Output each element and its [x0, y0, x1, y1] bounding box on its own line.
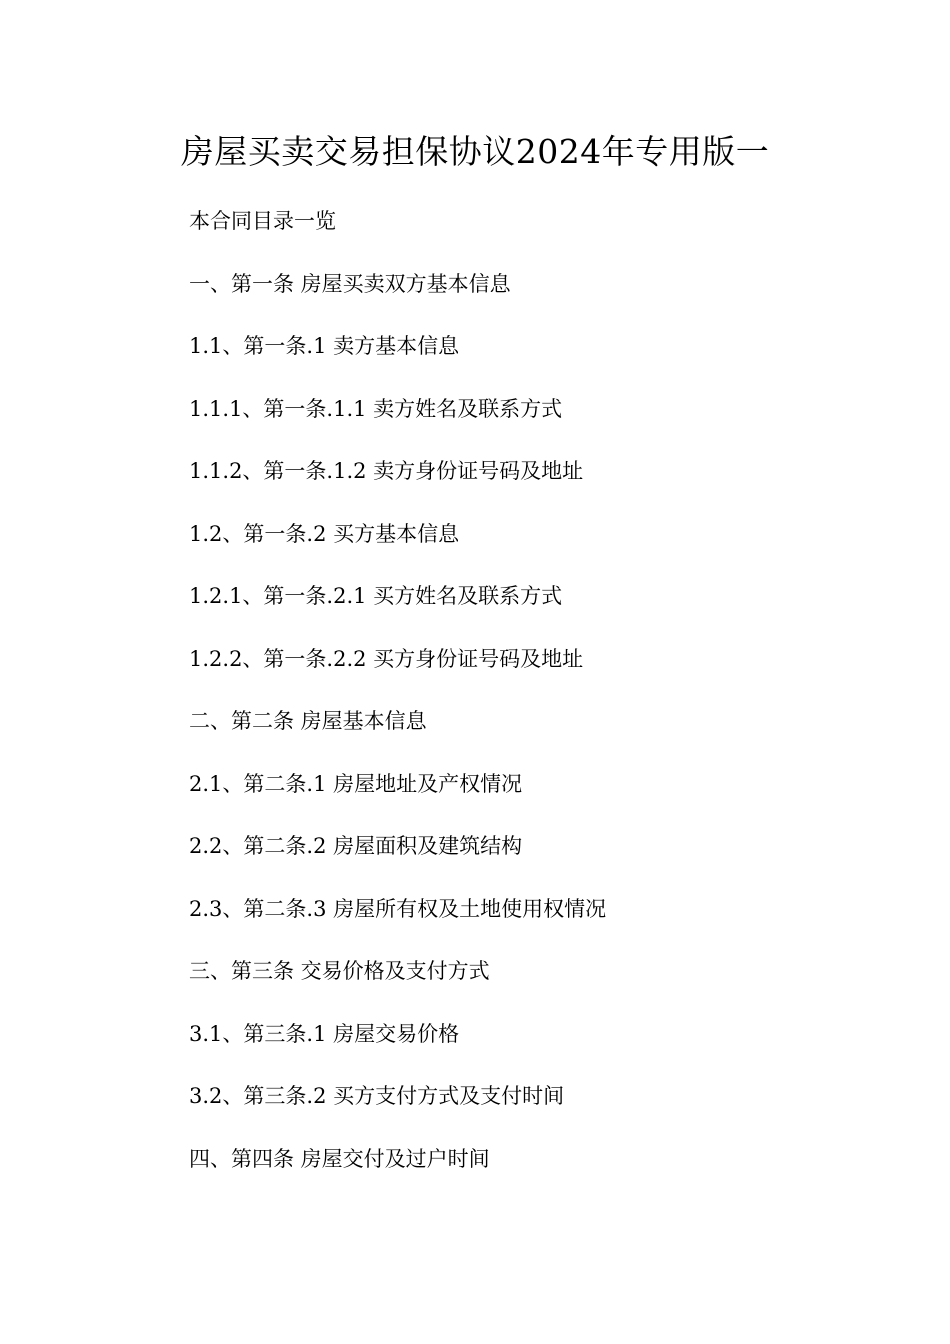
- toc-item: 2.1、第二条.1 房屋地址及产权情况: [189, 771, 523, 796]
- table-of-contents: [189, 203, 606, 1203]
- toc-item: 1.1、第一条.1 卖方基本信息: [189, 334, 460, 358]
- toc-item: 1.1.1、第一条.1.1 卖方姓名及联系方式: [189, 396, 563, 421]
- toc-item: 3.2、第三条.2 买方支付方式及支付时间: [189, 1084, 565, 1108]
- toc-item: 1.2.1、第一条.2.1 买方姓名及联系方式: [189, 584, 563, 608]
- toc-item: 1.1.2、第一条.1.2 卖方身份证号码及地址: [189, 459, 584, 483]
- document-title: 房屋买卖交易担保协议2024年专用版一: [180, 132, 770, 171]
- toc-item: 二、第二条 房屋基本信息: [189, 709, 427, 733]
- toc-item: 2.2、第二条.2 房屋面积及建筑结构: [189, 834, 523, 858]
- toc-item: 一、第一条 房屋买卖双方基本信息: [189, 271, 511, 296]
- toc-item: 2.3、第二条.3 房屋所有权及土地使用权情况: [189, 896, 607, 921]
- toc-item: 1.2、第一条.2 买方基本信息: [189, 521, 460, 546]
- toc-item: 四、第四条 房屋交付及过户时间: [189, 1146, 490, 1171]
- toc-item: 1.2.2、第一条.2.2 买方身份证号码及地址: [189, 646, 584, 671]
- toc-heading: 本合同目录一览: [189, 209, 336, 233]
- toc-item: 3.1、第三条.1 房屋交易价格: [189, 1021, 460, 1046]
- toc-item: 三、第三条 交易价格及支付方式: [189, 959, 490, 983]
